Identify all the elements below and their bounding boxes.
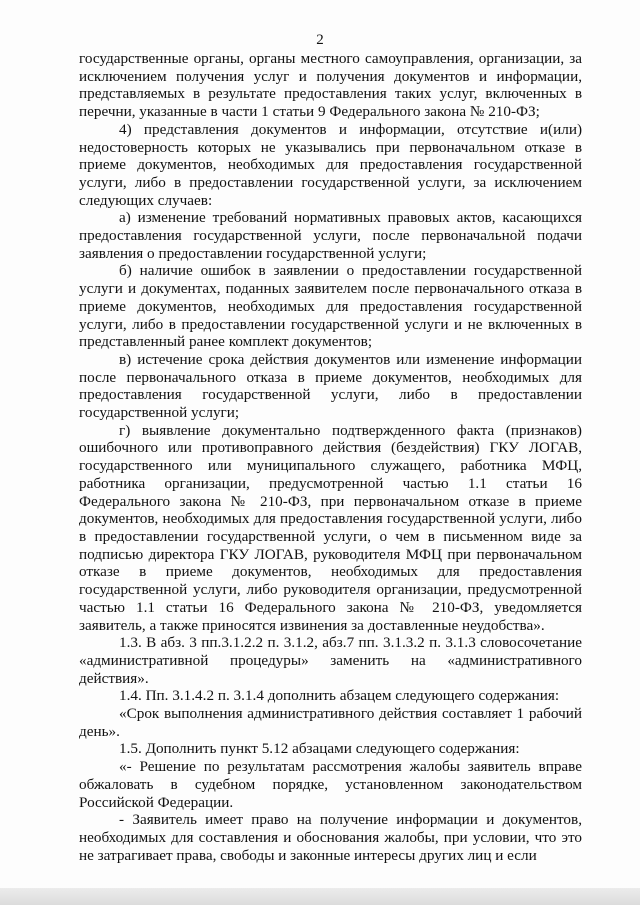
paragraph-item-g: г) выявление документально подтвержденного факта (признаков) ошибочного или противоправного действия (бездействия) ГКУ ЛОГАВ, государственного или муниципального служащего, работника МФЦ, работника организации, предусмотренной частью 1.1 статьи 16 Федерального закона № 210-ФЗ, при первоначальном отказе в приеме документов, необходимых для предоставления государственной услуги, либо в предоставлении государственной услуги, о чем в письменном виде за подписью директора ГКУ ЛОГАВ, руководителя МФЦ при первоначальном отказе в приеме документов, необходимых для предоставления государственной услуги, либо руководителя организации, предусмотренной частью 1.1 статьи 16 Федерального закона № 210-ФЗ, уведомляется заявитель, а также приносятся извинения за доставленные неудобства». [79, 421, 582, 634]
paragraph-quote-deadline: «Срок выполнения административного действия составляет 1 рабочий день». [79, 705, 582, 740]
page-number: 2 [316, 32, 324, 48]
paragraph-item-b: б) наличие ошибок в заявлении о предоставлении государственной услуги и документах, поданных заявителем после первоначального отказа в приеме документов, необходимых для предоставления государственной услуги, либо в предоставлении государственной услуги и не включенных в представленный ранее комплект документов; [79, 262, 582, 351]
paragraph-item-a: а) изменение требований нормативных правовых актов, касающихся предоставления государственной услуги, после первоначальной подачи заявления о предоставлении государственной услуги; [79, 209, 582, 262]
paragraph-1-5: 1.5. Дополнить пункт 5.12 абзацами следующего содержания: [119, 740, 520, 758]
paragraph-1-4: 1.4. Пп. 3.1.4.2 п. 3.1.4 дополнить абзацем следующего содержания: [119, 687, 560, 705]
paragraph-1-3: 1.3. В абз. 3 пп.3.1.2.2 п. 3.1.2, абз.7 пп. 3.1.3.2 п. 3.1.3 словосочетание «административной процедуры» заменить на «административного действия». [79, 634, 582, 687]
paragraph-appeal-court: «- Решение по результатам рассмотрения жалобы заявитель вправе обжаловать в судебном порядке, установленном законодательством Российской Федерации. [79, 758, 582, 811]
paragraph-item-4: 4) представления документов и информации, отсутствие и(или) недостоверность которых не указывались при первоначальном отказе в приеме документов, необходимых для предоставления государственной услуги, либо в предоставлении государственной услуги, за исключением следующих случаев: [79, 120, 582, 209]
paragraph-continuation: государственные органы, органы местного самоуправления, организации, за исключением получения услуг и получения документов и информации, представляемых в результате предоставления таких услуг, включенных в перечни, указанные в части 1 статьи 9 Федерального закона № 210-ФЗ; [79, 50, 582, 121]
paragraph-item-v: в) истечение срока действия документов или изменение информации после первоначального отказа в приеме документов, необходимых для предоставления государственной услуги, либо в предоставлении государственной услуги; [79, 350, 582, 422]
document-body [79, 50, 582, 864]
paragraph-right-to-information: - Заявитель имеет право на получение информации и документов, необходимых для составления и обоснования жалобы, при условии, что это не затрагивает права, свободы и законные интересы других лиц и если [79, 811, 582, 864]
scan-bottom-edge [0, 888, 640, 905]
